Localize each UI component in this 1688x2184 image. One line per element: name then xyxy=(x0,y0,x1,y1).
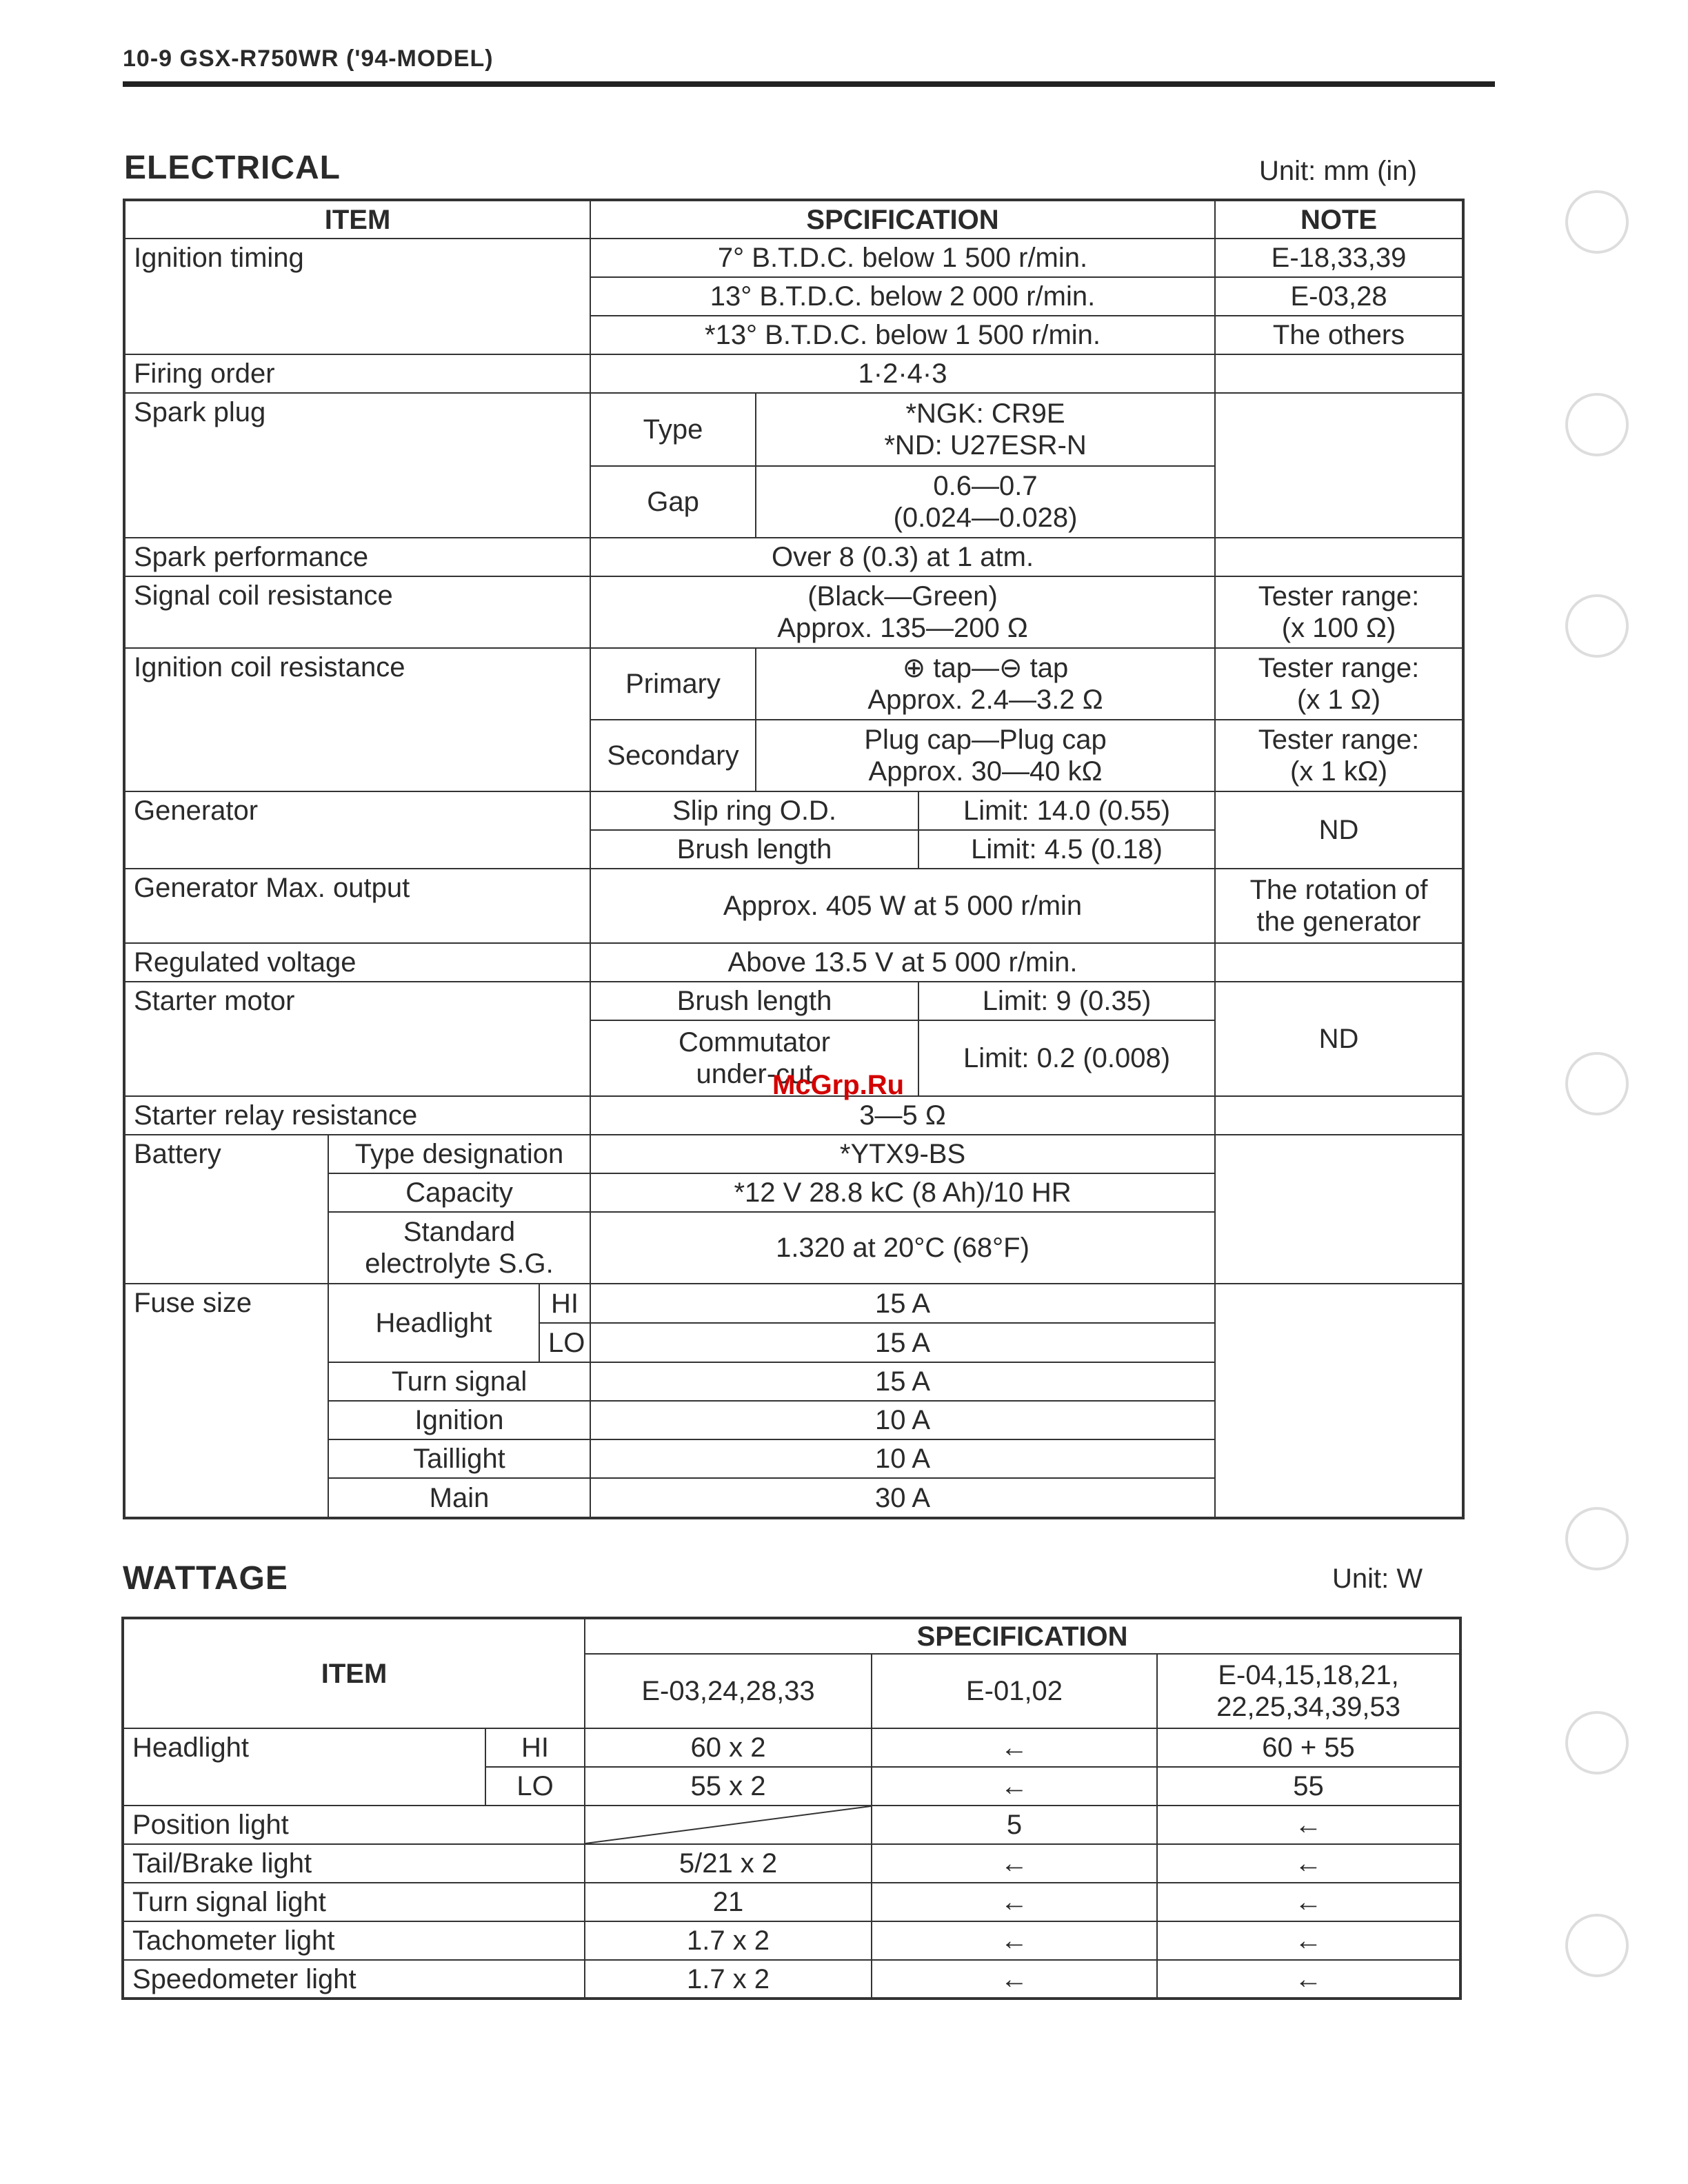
page-header: 10-9 GSX-R750WR ('94-MODEL) xyxy=(123,46,494,72)
starter-motor-commutator-line2: under-cut xyxy=(696,1059,813,1089)
spark-plug-type-value xyxy=(756,393,1215,466)
signal-coil-value: Approx. 135—200 Ω xyxy=(777,613,1028,643)
ignition-coil-secondary-note-line2: (x 1 kΩ) xyxy=(1290,756,1388,787)
fuse-main-value: 30 A xyxy=(590,1478,1215,1518)
wattage-headlight-hi-col3: 60 + 55 xyxy=(1157,1728,1460,1767)
starter-motor-label: Starter motor xyxy=(124,982,590,1096)
starter-motor-note: ND xyxy=(1215,982,1463,1096)
thumb-tab-circle xyxy=(1565,190,1629,254)
ignition-timing-label: Ignition timing xyxy=(124,239,590,354)
fuse-taillight-value: 10 A xyxy=(590,1439,1215,1478)
battery-type-item: Type designation xyxy=(328,1135,590,1173)
thumb-tab-circle xyxy=(1565,1052,1629,1115)
generator-max-label: Generator Max. output xyxy=(124,869,590,943)
thumb-tab-circle xyxy=(1565,1507,1629,1570)
fuse-headlight-subtable xyxy=(329,1284,590,1362)
ignition-coil-primary-label: Primary xyxy=(590,648,756,720)
spark-performance-label: Spark performance xyxy=(124,538,590,576)
generator-max-note xyxy=(1215,869,1463,943)
generator-max-note-line2: the generator xyxy=(1256,907,1421,937)
spark-plug-type-label: Type xyxy=(590,393,756,466)
generator-slip-ring-limit: Limit: 14.0 (0.55) xyxy=(918,791,1215,830)
electrical-unit: Unit: mm (in) xyxy=(1259,156,1417,186)
col-header-note: NOTE xyxy=(1215,200,1463,239)
wattage-tachometer-col1: 1.7 x 2 xyxy=(585,1921,872,1960)
wattage-headlight-lo-col2: ← xyxy=(872,1767,1157,1806)
wattage-headlight-lo: LO xyxy=(485,1767,585,1806)
wattage-turn-signal-col1: 21 xyxy=(585,1883,872,1921)
ignition-coil-secondary-note-line1: Tester range: xyxy=(1258,725,1420,755)
fuse-headlight-lo-value: 15 A xyxy=(590,1323,1215,1362)
wattage-tail-brake-col1: 5/21 x 2 xyxy=(585,1844,872,1883)
wattage-header-col3 xyxy=(1157,1654,1460,1728)
wattage-headlight-label: Headlight xyxy=(123,1728,485,1806)
fuse-ignition-value: 10 A xyxy=(590,1401,1215,1439)
regulated-voltage-label: Regulated voltage xyxy=(124,943,590,982)
wattage-speedometer-col3: ← xyxy=(1157,1960,1460,1999)
starter-motor-brush-item: Brush length xyxy=(590,982,918,1020)
col-header-spec: SPCIFICATION xyxy=(590,200,1215,239)
wattage-speedometer-col1: 1.7 x 2 xyxy=(585,1960,872,1999)
wattage-headlight-hi-col2: ← xyxy=(872,1728,1157,1767)
generator-slip-ring-item: Slip ring O.D. xyxy=(590,791,918,830)
ignition-timing-note: E-03,28 xyxy=(1215,277,1463,316)
wattage-header-spec: SPECIFICATION xyxy=(585,1618,1460,1654)
ignition-timing-spec: *13° B.T.D.C. below 1 500 r/min. xyxy=(590,316,1215,354)
wattage-tail-brake-col2: ← xyxy=(872,1844,1157,1883)
wattage-position-col1 xyxy=(585,1806,872,1844)
fuse-taillight-item: Taillight xyxy=(328,1439,590,1478)
generator-brush-limit: Limit: 4.5 (0.18) xyxy=(918,830,1215,869)
battery-sg-line2: electrolyte S.G. xyxy=(365,1248,554,1279)
not-applicable-slash xyxy=(585,1806,871,1843)
fuse-turn-signal-item: Turn signal xyxy=(328,1362,590,1401)
ignition-timing-spec: 7° B.T.D.C. below 1 500 r/min. xyxy=(590,239,1215,277)
starter-relay-label: Starter relay resistance xyxy=(124,1096,590,1135)
spark-plug-note xyxy=(1215,393,1463,538)
ignition-coil-secondary-label: Secondary xyxy=(590,720,756,791)
ignition-timing-note: E-18,33,39 xyxy=(1215,239,1463,277)
starter-relay-note xyxy=(1215,1096,1463,1135)
wattage-tail-brake-label: Tail/Brake light xyxy=(123,1844,585,1883)
firing-order-label: Firing order xyxy=(124,354,590,393)
ignition-coil-primary-leads: ⊕ tap—⊖ tap xyxy=(902,653,1069,683)
ignition-coil-primary-note-line2: (x 1 Ω) xyxy=(1297,685,1381,715)
signal-coil-note-line2: (x 100 Ω) xyxy=(1281,613,1396,643)
wattage-tachometer-label: Tachometer light xyxy=(123,1921,585,1960)
wattage-headlight-hi: HI xyxy=(485,1728,585,1767)
signal-coil-note-line1: Tester range: xyxy=(1258,581,1420,611)
starter-motor-brush-limit: Limit: 9 (0.35) xyxy=(918,982,1215,1020)
ignition-coil-primary-note xyxy=(1215,648,1463,720)
fuse-headlight-hi: HI xyxy=(539,1284,590,1323)
signal-coil-spec xyxy=(590,576,1215,648)
signal-coil-leads: (Black—Green) xyxy=(807,581,998,611)
signal-coil-note xyxy=(1215,576,1463,648)
ignition-coil-primary-value: Approx. 2.4—3.2 Ω xyxy=(867,685,1103,715)
spark-performance-note xyxy=(1215,538,1463,576)
wattage-position-col2: 5 xyxy=(872,1806,1157,1844)
firing-order-spec: 1·2·4·3 xyxy=(590,354,1215,393)
battery-sg-item xyxy=(328,1212,590,1284)
wattage-headlight-lo-col1: 55 x 2 xyxy=(585,1767,872,1806)
spark-plug-type-nd: *ND: U27ESR-N xyxy=(884,430,1087,461)
battery-label: Battery xyxy=(124,1135,328,1284)
ignition-coil-primary-note-line1: Tester range: xyxy=(1258,653,1420,683)
ignition-timing-spec: 13° B.T.D.C. below 2 000 r/min. xyxy=(590,277,1215,316)
ignition-coil-secondary-value: Approx. 30—40 kΩ xyxy=(868,756,1103,787)
fuse-headlight-lo: LO xyxy=(548,1327,585,1358)
wattage-header-col3-line1: E-04,15,18,21, xyxy=(1218,1660,1399,1690)
wattage-title: WATTAGE xyxy=(123,1560,288,1597)
regulated-voltage-note xyxy=(1215,943,1463,982)
battery-sg-line1: Standard xyxy=(403,1217,516,1247)
battery-capacity-spec: *12 V 28.8 kC (8 Ah)/10 HR xyxy=(590,1173,1215,1212)
ignition-coil-secondary-spec xyxy=(756,720,1215,791)
thumb-tab-circle xyxy=(1565,1914,1629,1977)
fuse-turn-signal-value: 15 A xyxy=(590,1362,1215,1401)
wattage-tachometer-col3: ← xyxy=(1157,1921,1460,1960)
spark-performance-spec: Over 8 (0.3) at 1 atm. xyxy=(590,538,1215,576)
wattage-header-col2: E-01,02 xyxy=(872,1654,1157,1728)
col-header-item: ITEM xyxy=(124,200,590,239)
fuse-main-item: Main xyxy=(328,1478,590,1518)
battery-type-spec: *YTX9-BS xyxy=(590,1135,1215,1173)
wattage-position-label: Position light xyxy=(123,1806,585,1844)
ignition-coil-label: Ignition coil resistance xyxy=(124,648,590,791)
generator-note: ND xyxy=(1215,791,1463,869)
spark-plug-gap-label: Gap xyxy=(590,466,756,538)
ignition-timing-note: The others xyxy=(1215,316,1463,354)
electrical-spec-table xyxy=(123,199,1465,1519)
battery-sg-spec: 1.320 at 20°C (68°F) xyxy=(590,1212,1215,1284)
signal-coil-label: Signal coil resistance xyxy=(124,576,590,648)
wattage-header-col3-line2: 22,25,34,39,53 xyxy=(1216,1692,1400,1722)
wattage-turn-signal-label: Turn signal light xyxy=(123,1883,585,1921)
ignition-coil-secondary-leads: Plug cap—Plug cap xyxy=(864,725,1107,755)
wattage-headlight-lo-col3: 55 xyxy=(1157,1767,1460,1806)
spark-plug-gap-mm: 0.6—0.7 xyxy=(933,471,1038,501)
firing-order-note xyxy=(1215,354,1463,393)
wattage-tachometer-col2: ← xyxy=(872,1921,1157,1960)
spark-plug-label: Spark plug xyxy=(124,393,590,538)
fuse-note xyxy=(1215,1284,1463,1518)
battery-note xyxy=(1215,1135,1463,1284)
spark-plug-type-ngk: *NGK: CR9E xyxy=(905,398,1065,429)
generator-brush-item: Brush length xyxy=(590,830,918,869)
battery-capacity-item: Capacity xyxy=(328,1173,590,1212)
fuse-headlight-cell xyxy=(328,1284,590,1362)
generator-max-note-line1: The rotation of xyxy=(1249,875,1428,905)
regulated-voltage-spec: Above 13.5 V at 5 000 r/min. xyxy=(590,943,1215,982)
thumb-tab-circle xyxy=(1565,393,1629,456)
wattage-turn-signal-col3: ← xyxy=(1157,1883,1460,1921)
wattage-speedometer-label: Speedometer light xyxy=(123,1960,585,1999)
wattage-spec-table xyxy=(121,1617,1462,2000)
generator-label: Generator xyxy=(124,791,590,869)
wattage-unit: Unit: W xyxy=(1332,1564,1423,1594)
starter-motor-commutator-limit: Limit: 0.2 (0.008) xyxy=(918,1020,1215,1096)
wattage-header-item: ITEM xyxy=(123,1618,585,1728)
fuse-headlight-label: Headlight xyxy=(329,1284,539,1362)
fuse-headlight-hi-value: 15 A xyxy=(590,1284,1215,1323)
thumb-tab-circle xyxy=(1565,1711,1629,1775)
electrical-title: ELECTRICAL xyxy=(124,150,341,186)
wattage-position-col3: ← xyxy=(1157,1806,1460,1844)
starter-relay-spec: 3—5 Ω xyxy=(590,1096,1215,1135)
thumb-tab-circle xyxy=(1565,594,1629,658)
ignition-coil-secondary-note xyxy=(1215,720,1463,791)
fuse-size-label: Fuse size xyxy=(124,1284,328,1518)
wattage-turn-signal-col2: ← xyxy=(872,1883,1157,1921)
fuse-ignition-item: Ignition xyxy=(328,1401,590,1439)
wattage-header-col1: E-03,24,28,33 xyxy=(585,1654,872,1728)
generator-max-spec: Approx. 405 W at 5 000 r/min xyxy=(590,869,1215,943)
header-rule xyxy=(123,81,1495,87)
spark-plug-gap-in: (0.024—0.028) xyxy=(893,503,1078,533)
spark-plug-gap-value xyxy=(756,466,1215,538)
wattage-headlight-hi-col1: 60 x 2 xyxy=(585,1728,872,1767)
wattage-tail-brake-col3: ← xyxy=(1157,1844,1460,1883)
ignition-coil-primary-spec xyxy=(756,648,1215,720)
starter-motor-commutator-line1: Commutator xyxy=(678,1027,831,1058)
watermark-text: McGrp.Ru xyxy=(772,1070,905,1100)
wattage-speedometer-col2: ← xyxy=(872,1960,1157,1999)
